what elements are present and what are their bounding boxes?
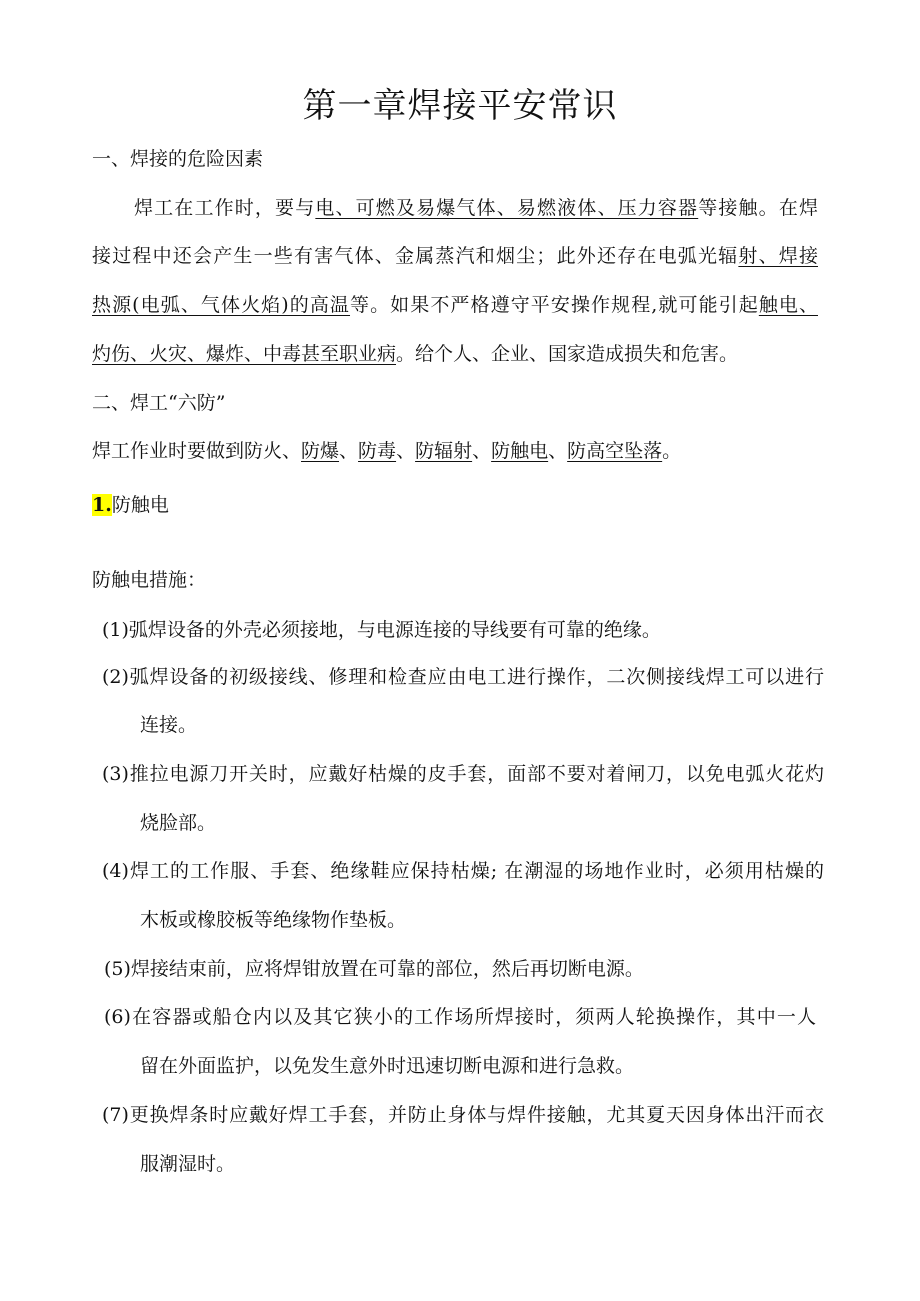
underlined-text: 电、可燃及易爆气体、易燃液体、压力容器 (315, 197, 699, 219)
underlined-text: 热源(电弧、气体火焰)的高温 (92, 294, 351, 316)
paragraph-line-1 (134, 195, 818, 221)
underlined-text: 防毒 (358, 440, 397, 462)
measure-item-3-cont: 烧脸部。 (140, 812, 217, 834)
measure-item-4: (4)焊工的工作服、手套、绝缘鞋应保持枯燥; 在潮湿的场地作业时，必须用枯燥的 (102, 860, 824, 882)
text: 焊工作业时要做到防火、 (92, 440, 302, 462)
measure-item-4-cont: 木板或橡胶板等绝缘物作垫板。 (140, 909, 407, 931)
text: 接过程中还会产生一些有害气体、金属蒸汽和烟尘；此外还存在电弧光辐 (92, 245, 739, 267)
measures-heading: 防触电措施： (92, 569, 207, 591)
highlighted-number: 1. (92, 494, 112, 516)
underlined-text: 防爆 (301, 440, 340, 462)
underlined-text: 灼伤、火灾、爆炸、中毒甚至职业病 (92, 343, 397, 365)
text: 、 (548, 440, 568, 462)
text: 防触电 (111, 494, 169, 516)
subheading-electric-shock (92, 492, 169, 518)
underlined-text: 触电、 (758, 294, 818, 316)
text: 、 (396, 440, 416, 462)
text: 焊工在工作时，要与 (134, 197, 316, 219)
paragraph-line-2 (92, 243, 818, 269)
measure-item-5: (5)焊接结束前，应将焊钳放置在可靠的部位，然后再切断电源。 (104, 958, 644, 980)
underlined-text: 防触电 (491, 440, 549, 462)
measure-item-6: (6)在容器或船仓内以及其它狭小的工作场所焊接时，须两人轮换操作，其中一人 (104, 1006, 816, 1028)
measure-item-1: (1)弧焊设备的外壳必须接地，与电源连接的导线要有可靠的绝缘。 (102, 619, 661, 641)
measure-item-6-cont: 留在外面监护，以免发生意外时迅速切断电源和进行急救。 (140, 1055, 635, 1077)
measure-item-7-cont: 服潮湿时。 (140, 1153, 236, 1175)
six-prevention-line (92, 438, 681, 464)
underlined-text: 射、焊接 (738, 245, 818, 267)
text: 等。如果不严格遵守平安操作规程,就可能引起 (350, 294, 759, 316)
section-heading-six-prevention: 二、焊工“六防” (92, 392, 226, 414)
text: 。给个人、企业、国家造成损失和危害。 (396, 343, 739, 365)
underlined-text: 防辐射 (415, 440, 473, 462)
measure-item-3: (3)推拉电源刀开关时，应戴好枯燥的皮手套，面部不要对着闸刀，以免电弧火花灼 (102, 763, 824, 785)
measure-item-7: (7)更换焊条时应戴好焊工手套，并防止身体与焊件接触，尤其夏天因身体出汗而衣 (102, 1104, 824, 1126)
section-heading-hazards: 一、焊接的危险因素 (92, 148, 264, 170)
text: 、 (472, 440, 492, 462)
text: 等接触。在焊 (698, 197, 818, 219)
underlined-text: 防高空坠落 (567, 440, 663, 462)
paragraph-line-3 (92, 292, 818, 318)
text: 、 (339, 440, 359, 462)
page-title: 第一章焊接平安常识 (302, 86, 618, 126)
text: 。 (662, 440, 682, 462)
paragraph-line-4 (92, 341, 738, 367)
measure-item-2: (2)弧焊设备的初级接线、修理和检查应由电工进行操作，二次侧接线焊工可以进行 (102, 666, 824, 688)
measure-item-2-cont: 连接。 (140, 714, 198, 736)
